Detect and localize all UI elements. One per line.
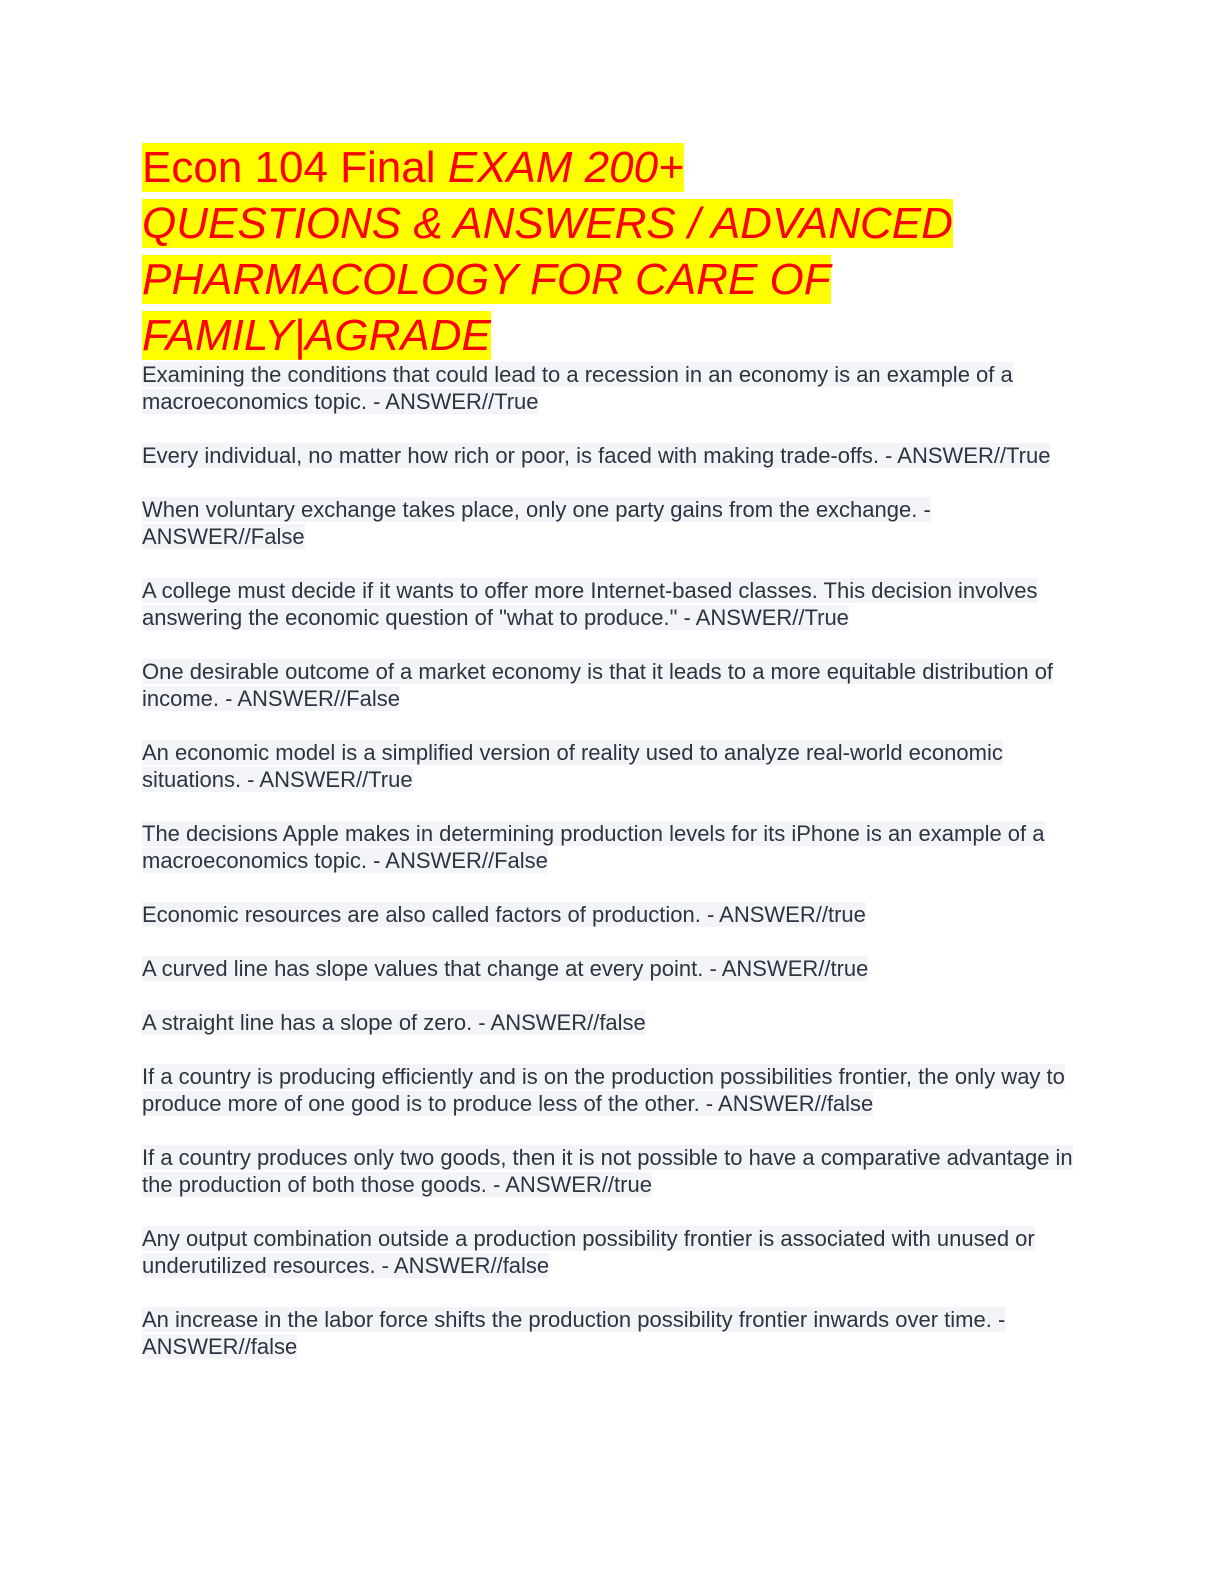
- question-text: Economic resources are also called factors of production. - ANSWER//true: [142, 902, 866, 927]
- question-item: [142, 739, 1077, 793]
- title-course: Econ 104 Final: [142, 143, 448, 192]
- question-item: [142, 1144, 1077, 1198]
- question-text: A straight line has a slope of zero. - ANSWER//false: [142, 1010, 646, 1035]
- question-item: [142, 901, 1077, 928]
- question-text: A curved line has slope values that change at every point. - ANSWER//true: [142, 956, 869, 981]
- question-item: [142, 820, 1077, 874]
- question-item: [142, 361, 1077, 415]
- question-item: [142, 1009, 1077, 1036]
- question-text: If a country produces only two goods, then it is not possible to have a comparative advantage in the production of both those goods. - ANSWER//true: [142, 1145, 1073, 1197]
- question-text: An economic model is a simplified version of reality used to analyze real-world economic situations. - ANSWER//True: [142, 740, 1003, 792]
- question-item: [142, 955, 1077, 982]
- question-text: Any output combination outside a production possibility frontier is associated with unused or underutilized resources. - ANSWER//false: [142, 1226, 1035, 1278]
- question-text: The decisions Apple makes in determining production levels for its iPhone is an example of a macroeconomics topic. - ANSWER//False: [142, 821, 1045, 873]
- document-title: [142, 140, 1042, 364]
- title-subtitle: QUESTIONS & ANSWERS / ADVANCED PHARMACOLOGY FOR CARE OF FAMILY|AGRADE: [142, 199, 953, 360]
- question-list: [142, 361, 1077, 1387]
- question-item: [142, 658, 1077, 712]
- title-exam: EXAM 200+: [447, 143, 684, 192]
- question-item: [142, 1225, 1077, 1279]
- question-text: If a country is producing efficiently and is on the production possibilities frontier, the only way to produce more of one good is to produce less of the other. - ANSWER//false: [142, 1064, 1065, 1116]
- question-item: [142, 1306, 1077, 1360]
- question-item: [142, 496, 1077, 550]
- question-text: When voluntary exchange takes place, only one party gains from the exchange. - ANSWER//False: [142, 497, 931, 549]
- question-item: [142, 442, 1077, 469]
- question-item: [142, 577, 1077, 631]
- question-text: One desirable outcome of a market economy is that it leads to a more equitable distribution of income. - ANSWER//False: [142, 659, 1054, 711]
- question-text: An increase in the labor force shifts the production possibility frontier inwards over time. - ANSWER//false: [142, 1307, 1006, 1359]
- question-item: [142, 1063, 1077, 1117]
- question-text: Examining the conditions that could lead to a recession in an economy is an example of a macroeconomics topic. - ANSWER//True: [142, 362, 1013, 414]
- question-text: A college must decide if it wants to offer more Internet-based classes. This decision involves answering the economic question of "what to produce." - ANSWER//True: [142, 578, 1038, 630]
- question-text: Every individual, no matter how rich or poor, is faced with making trade-offs. - ANSWER//True: [142, 443, 1051, 468]
